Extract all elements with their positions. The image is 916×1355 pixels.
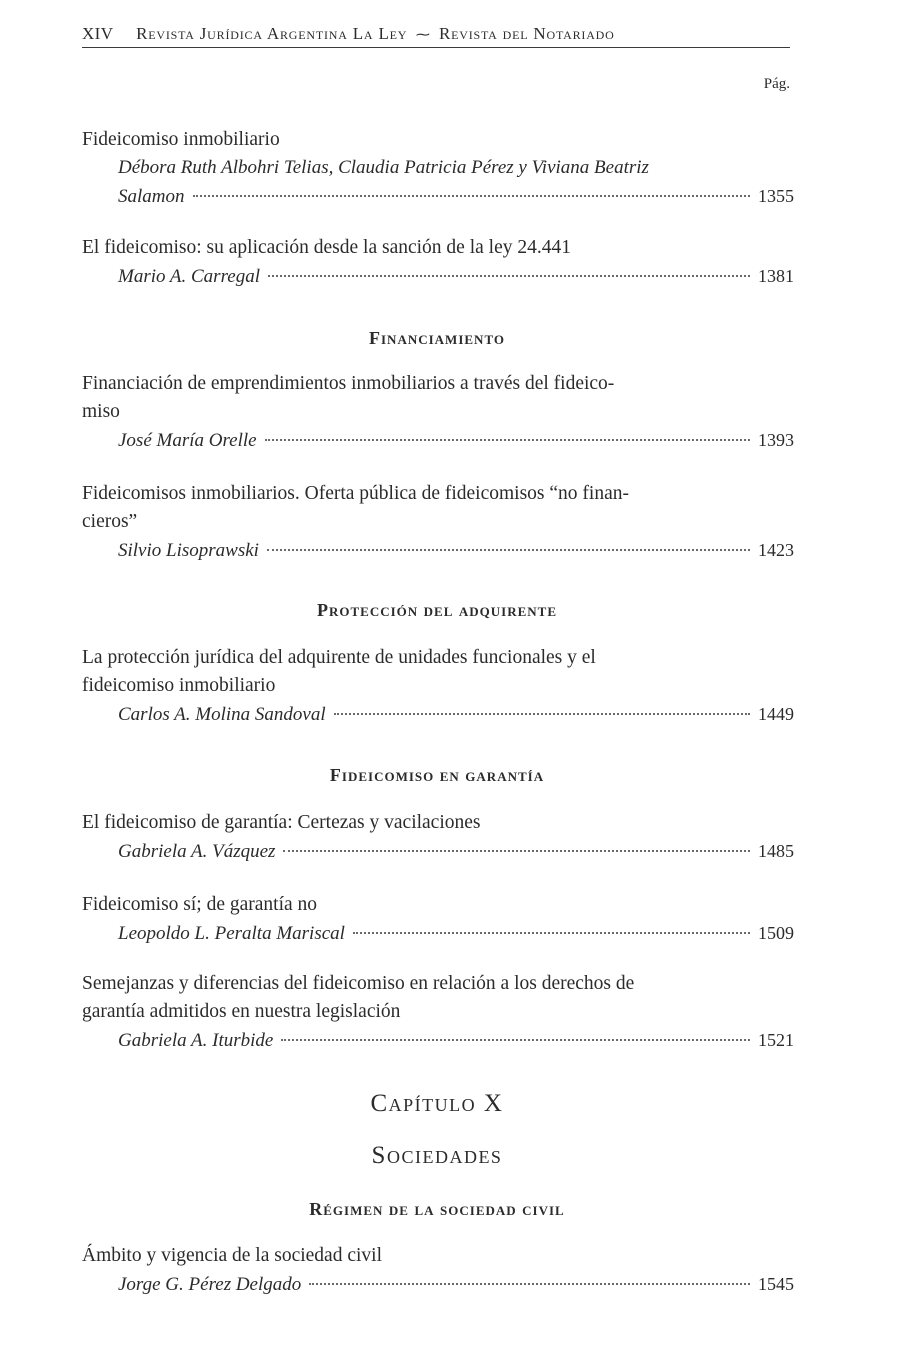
entry-title: Financiación de emprendimientos inmobiliarios a través del fideico- miso xyxy=(82,373,615,422)
section-heading-financiamiento: Financiamiento xyxy=(369,328,505,348)
section-heading-regimen: Régimen de la sociedad civil xyxy=(309,1199,565,1219)
dot-leader xyxy=(309,1283,750,1285)
toc-entry[interactable] xyxy=(82,891,794,948)
entry-title: La protección jurídica del adquirente de unidades funcionales y el fideicomiso inmobiliario xyxy=(82,647,596,696)
entry-page-number: 1521 xyxy=(758,1030,794,1050)
entry-title: El fideicomiso de garantía: Certezas y vacilaciones xyxy=(82,812,481,833)
section-heading-proteccion: Protección del adquirente xyxy=(316,600,558,620)
journal-name-left: Revista Jurídica Argentina La Ley xyxy=(136,24,408,43)
entry-title: Fideicomisos inmobiliarios. Oferta pública de fideicomisos “no finan- cieros” xyxy=(82,483,629,532)
entry-page-number: 1393 xyxy=(758,430,794,450)
entry-author-row xyxy=(118,919,794,948)
wave-icon: ⁓ xyxy=(415,28,431,43)
entry-page-number: 1545 xyxy=(758,1274,794,1294)
chapter-number: Capítulo X xyxy=(370,1090,504,1117)
entry-author-row xyxy=(118,262,794,291)
entry-title: Semejanzas y diferencias del fideicomiso en relación a los derechos de garantía admitidos en nuestra legislación xyxy=(82,973,635,1022)
toc-entry[interactable] xyxy=(82,809,794,866)
entry-author: Gabriela A. Vázquez xyxy=(118,841,276,862)
entry-title: Ámbito y vigencia de la sociedad civil xyxy=(82,1245,382,1266)
entry-page-number: 1485 xyxy=(758,841,794,861)
running-header xyxy=(82,24,790,48)
page-column-label: Pág. xyxy=(763,76,790,92)
dot-leader xyxy=(283,850,750,852)
toc-entry[interactable] xyxy=(82,480,794,565)
dot-leader xyxy=(281,1039,750,1041)
entry-author-row xyxy=(118,1270,794,1299)
entry-author-row xyxy=(118,182,794,211)
toc-entry[interactable] xyxy=(82,126,794,211)
toc-entry[interactable] xyxy=(82,234,794,291)
dot-leader xyxy=(268,275,750,277)
entry-title: Fideicomiso inmobiliario xyxy=(82,129,280,150)
toc-entry[interactable] xyxy=(82,1242,794,1299)
entry-author-row xyxy=(118,1026,794,1055)
entry-author: Gabriela A. Iturbide xyxy=(118,1030,274,1051)
entry-author: Carlos A. Molina Sandoval xyxy=(118,704,326,725)
entry-author: Salamon xyxy=(118,186,185,207)
entry-title: Fideicomiso sí; de garantía no xyxy=(82,894,318,915)
entry-author-row xyxy=(118,536,794,565)
entry-author: José María Orelle xyxy=(118,430,257,451)
entry-page-number: 1355 xyxy=(758,186,794,206)
entry-author-row xyxy=(118,426,794,455)
entry-page-number: 1509 xyxy=(758,923,794,943)
entry-author: Leopoldo L. Peralta Mariscal xyxy=(118,923,345,944)
entry-author: Mario A. Carregal xyxy=(118,266,260,287)
entry-title: El fideicomiso: su aplicación desde la sanción de la ley 24.441 xyxy=(82,237,571,258)
toc-entry[interactable] xyxy=(82,644,794,729)
entry-author-row xyxy=(118,837,794,866)
entry-author: Silvio Lisoprawski xyxy=(118,540,259,561)
chapter-title: Sociedades xyxy=(371,1142,503,1169)
section-heading-garantia: Fideicomiso en garantía xyxy=(329,765,545,785)
entry-page-number: 1423 xyxy=(758,540,794,560)
entry-author-line: Débora Ruth Albohri Telias, Claudia Patricia Pérez y Viviana Beatriz xyxy=(118,157,649,178)
toc-entry[interactable] xyxy=(82,370,794,455)
journal-name-right: Revista del Notariado xyxy=(438,24,615,43)
dot-leader xyxy=(265,439,750,441)
toc-entry[interactable] xyxy=(82,970,794,1055)
entry-author-row xyxy=(118,700,794,729)
dot-leader xyxy=(193,195,751,197)
dot-leader xyxy=(353,932,750,934)
dot-leader xyxy=(334,713,750,715)
entry-page-number: 1449 xyxy=(758,704,794,724)
entry-author: Jorge G. Pérez Delgado xyxy=(118,1274,302,1295)
entry-page-number: 1381 xyxy=(758,266,794,286)
dot-leader xyxy=(267,549,750,551)
header-page-number: XIV xyxy=(82,24,114,43)
